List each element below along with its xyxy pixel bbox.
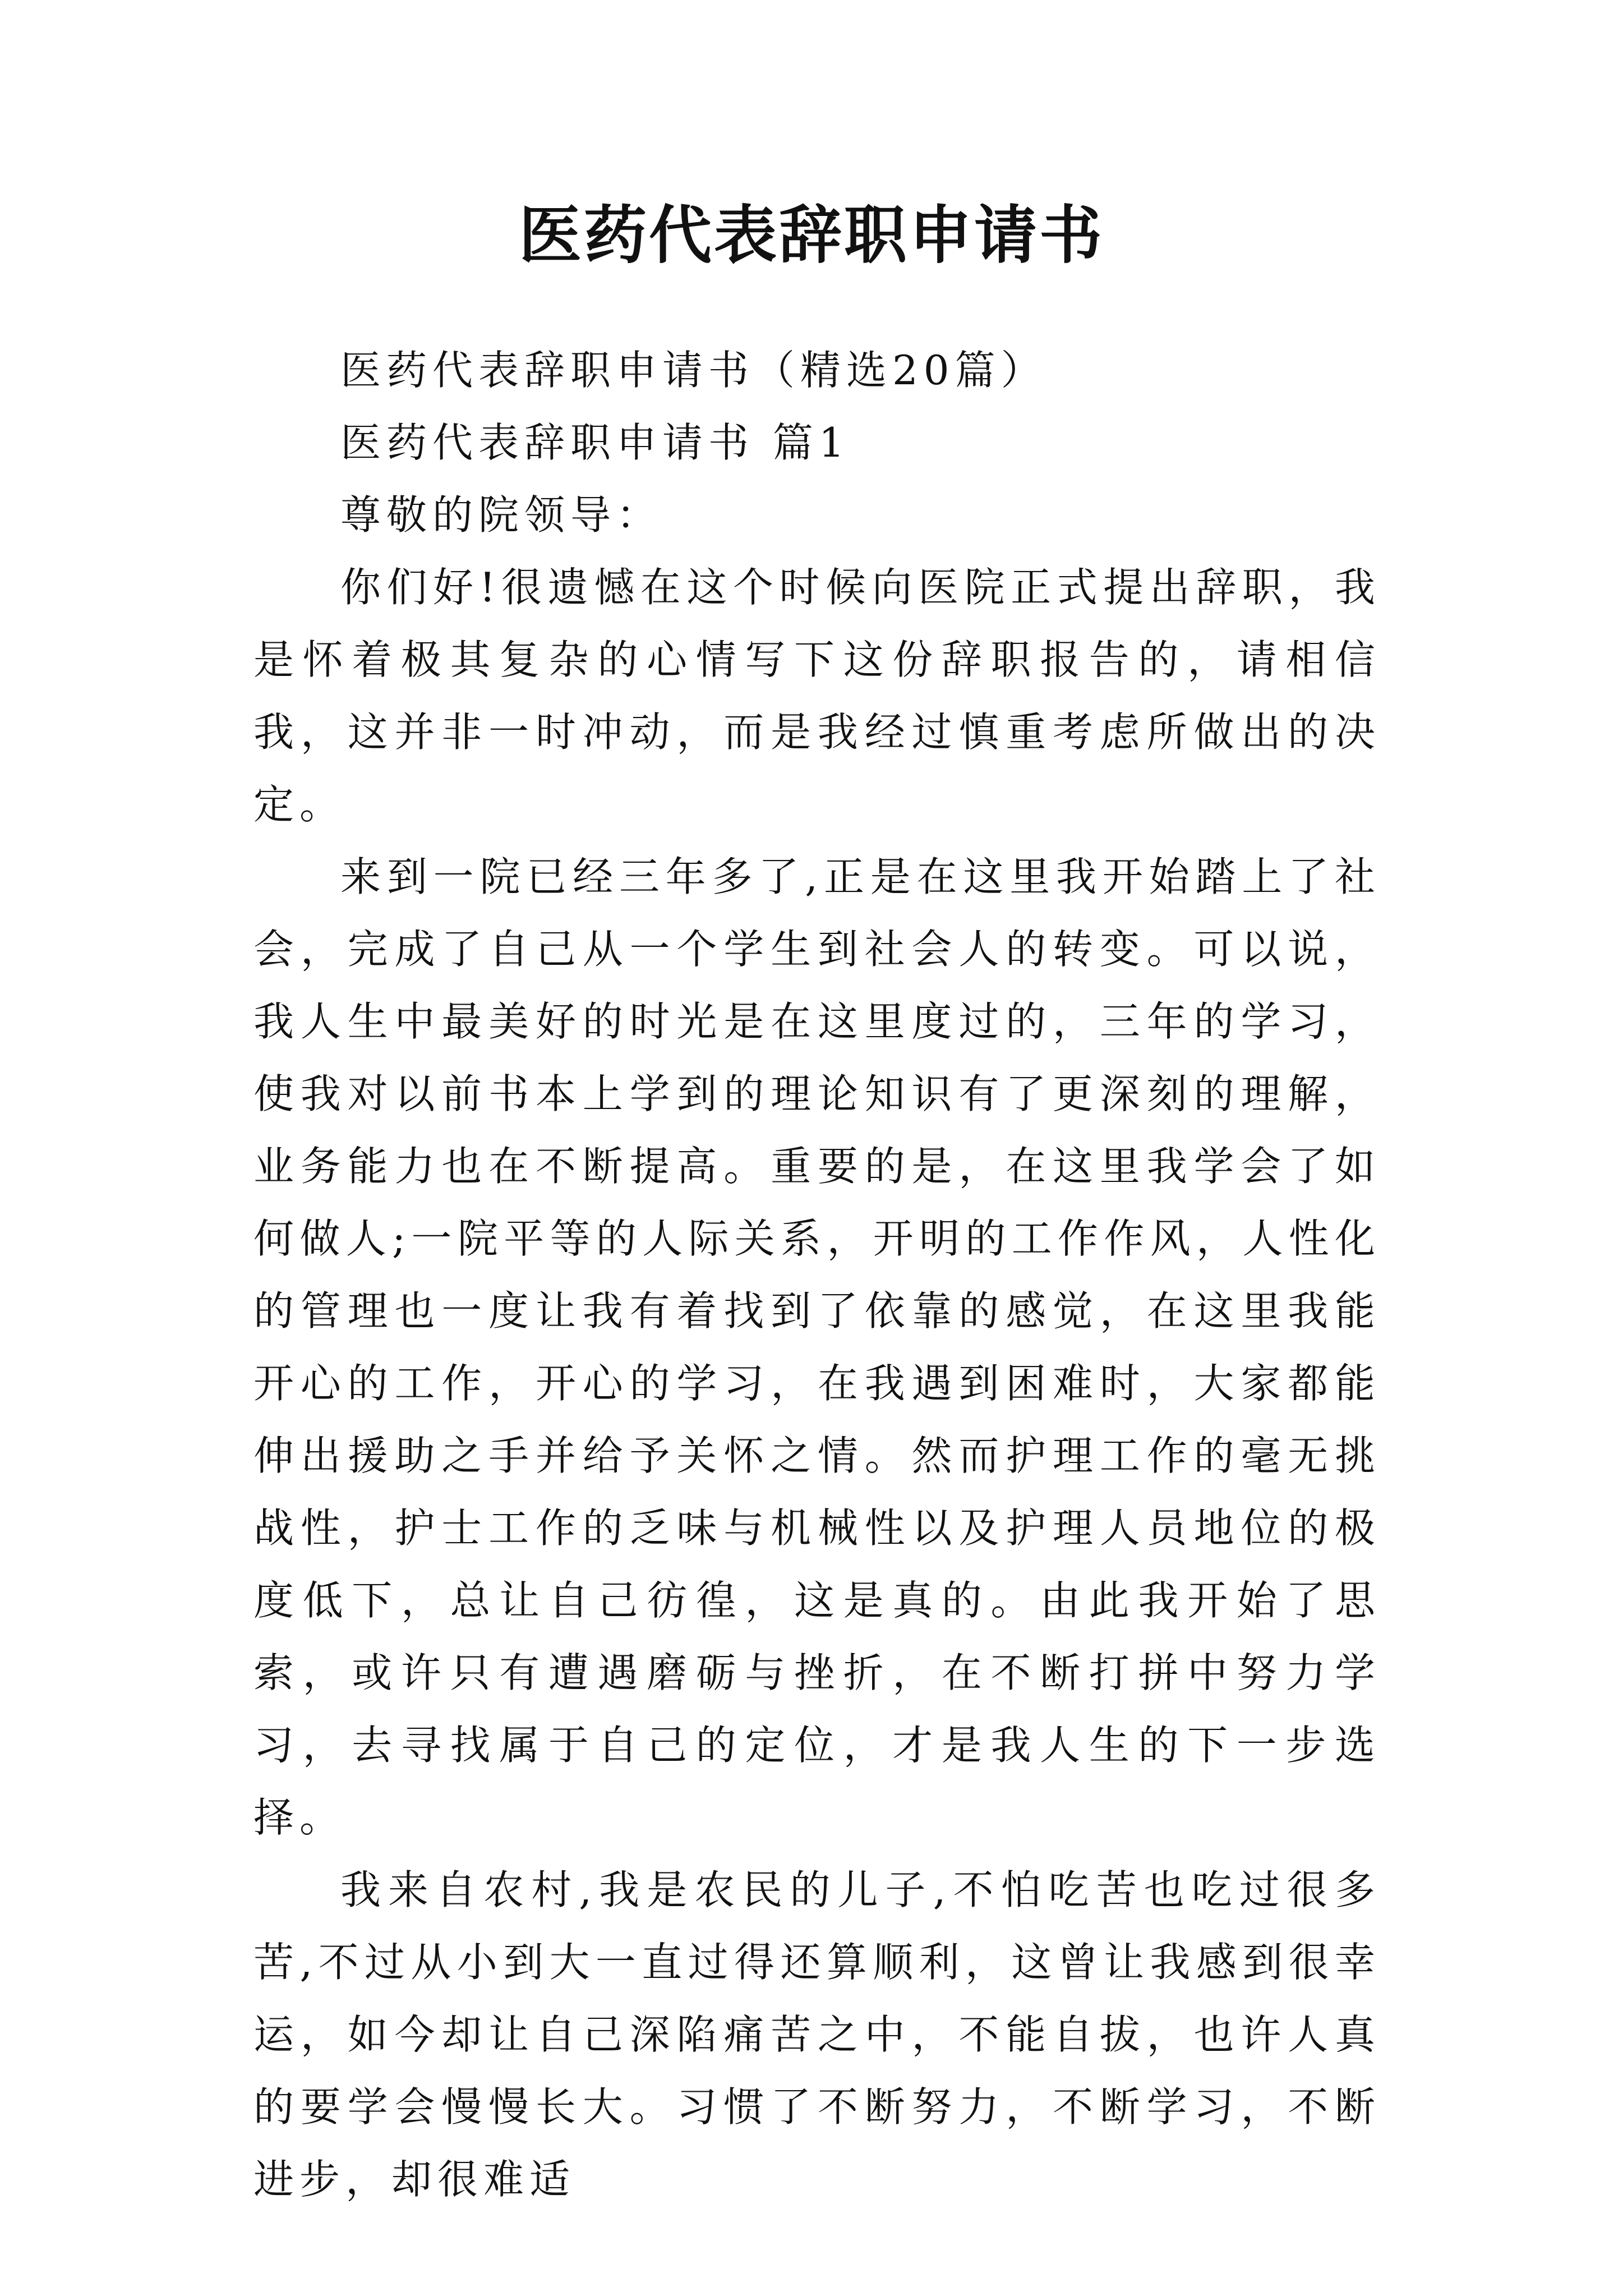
section-heading: 医药代表辞职申请书 篇1 xyxy=(340,419,850,466)
body-paragraph: 你们好!很遗憾在这个时候向医院正式提出辞职，我是怀着极其复杂的心情写下这份辞职报告的，请相信我，这并非一时冲动，而是我经过慎重考虑所做出的决定。 xyxy=(253,564,1381,828)
document-title: 医药代表辞职申请书 xyxy=(519,199,1104,272)
subtitle-paragraph: 医药代表辞职申请书（精选20篇） xyxy=(340,347,1047,394)
salutation: 尊敬的院领导： xyxy=(340,491,663,539)
document-body xyxy=(253,334,1381,2216)
body-paragraph: 我来自农村,我是农民的儿子,不怕吃苦也吃过很多苦,不过从小到大一直过得还算顺利，这曾让我感到很幸运，如今却让自己深陷痛苦之中，不能自拔，也许人真的要学会慢慢长大。习惯了不断努力，不断学习，不断进步，却很难适 xyxy=(253,1866,1381,2203)
body-paragraph: 来到一院已经三年多了,正是在这里我开始踏上了社会，完成了自己从一个学生到社会人的转变。可以说，我人生中最美好的时光是在这里度过的，三年的学习，使我对以前书本上学到的理论知识有了更深刻的理解，业务能力也在不断提高。重要的是，在这里我学会了如何做人;一院平等的人际关系，开明的工作作风，人性化的管理也一度让我有着找到了依靠的感觉，在这里我能开心的工作，开心的学习，在我遇到困难时，大家都能伸出援助之手并给予关怀之情。然而护理工作的毫无挑战性，护士工作的乏味与机械性以及护理人员地位的极度低下，总让自己彷徨，这是真的。由此我开始了思索，或许只有遭遇磨砺与挫折，在不断打拼中努力学习，去寻找属于自己的定位，才是我人生的下一步选择。 xyxy=(253,853,1381,1841)
